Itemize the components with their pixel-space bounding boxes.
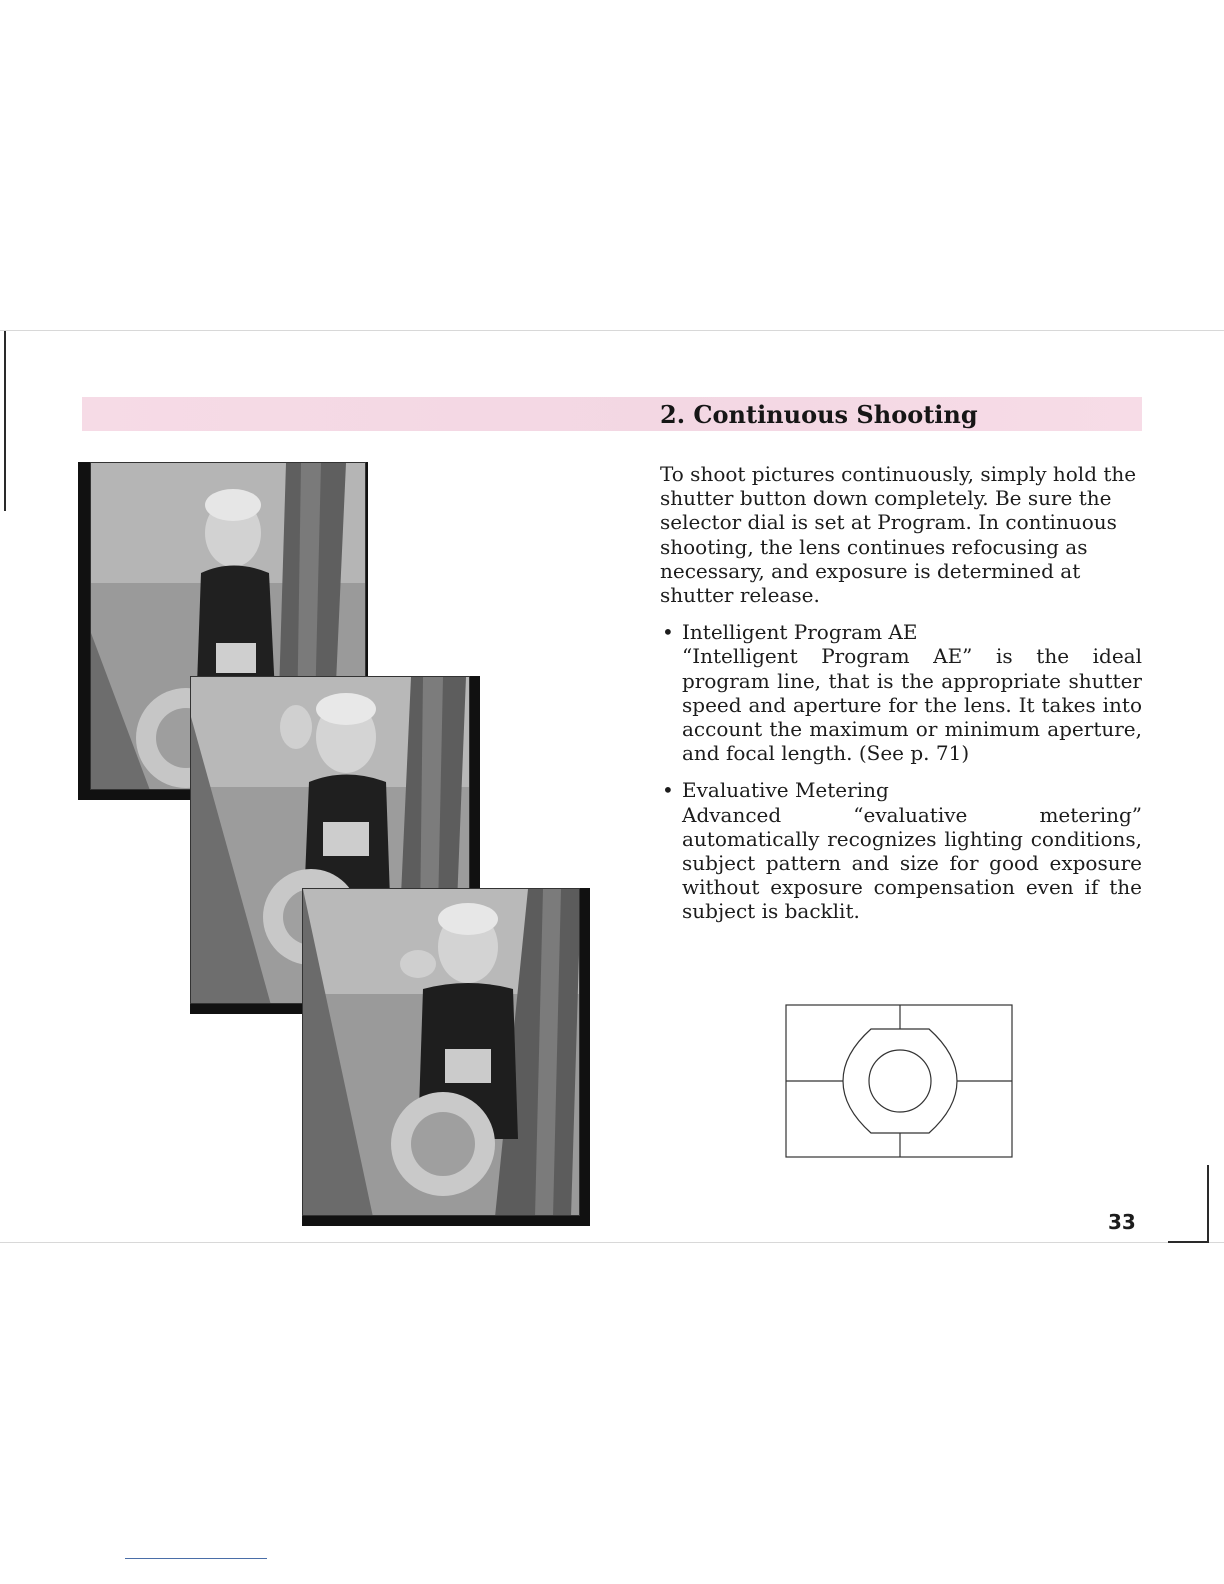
bullet-evaluative-metering [660, 778, 1142, 923]
page-corner-mark-vertical [1207, 1165, 1209, 1243]
bullet-marker: • [662, 778, 674, 803]
body-text [660, 462, 1142, 924]
page-top-rule [0, 330, 1224, 331]
page-number: 33 [1108, 1210, 1136, 1234]
page-left-edge-mark [4, 331, 6, 511]
evaluative-metering-zones-diagram [785, 1004, 1013, 1158]
bullet-body: “Intelligent Program AE” is the ideal program line, that is the appropriate shutter speed and aperture for the lens. It takes into account the maximum or minimum aperture, and focal length. (See p. 71) [682, 644, 1142, 766]
bullet-marker: • [662, 620, 674, 645]
section-title-text: Continuous Shooting [693, 400, 978, 429]
photo-boy-making-face [302, 888, 590, 1226]
bullet-title: Evaluative Metering [682, 778, 889, 803]
page-bottom-rule [0, 1242, 1224, 1243]
bullet-title: Intelligent Program AE [682, 620, 918, 645]
section-number: 2. [660, 400, 686, 429]
page-corner-mark-horizontal [1168, 1241, 1209, 1243]
footer-rule [125, 1558, 267, 1559]
bullet-intelligent-program-ae [660, 620, 1142, 765]
bullet-body: Advanced “evaluative metering” automatically recognizes lighting conditions, subject pattern and size for good exposure without exposure compensation even if the subject is backlit. [682, 802, 1142, 924]
section-header-band [82, 397, 1142, 431]
section-title [660, 398, 978, 432]
intro-paragraph: To shoot pictures continuously, simply hold the shutter button down completely. Be sure the selector dial is set at Program. In continuous shooting, the lens continues refocusing as necessary, and exposure is determined at shutter release. [660, 462, 1137, 608]
